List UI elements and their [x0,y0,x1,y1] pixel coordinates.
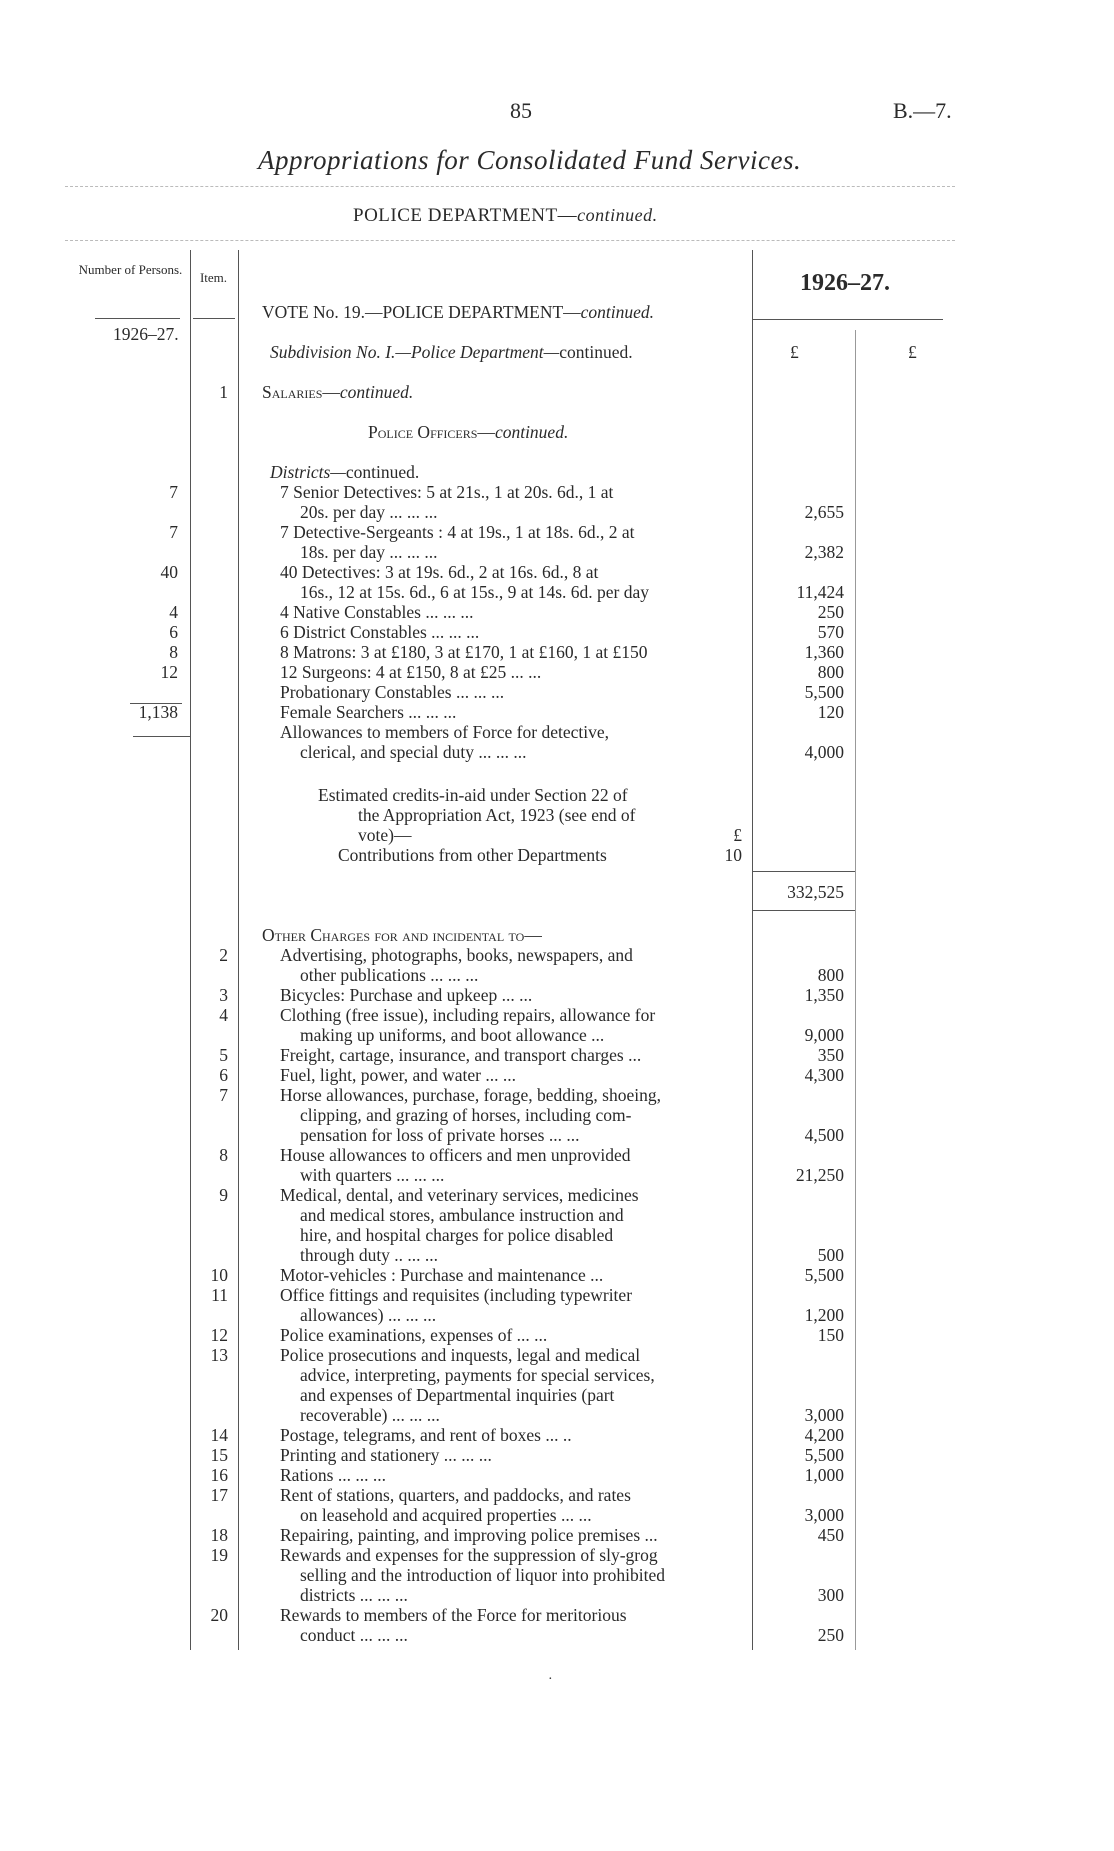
other-charge-row-line [0,1465,1114,1485]
other-charge-item-number: 4 [219,1005,228,1025]
pound-sign-column-2: £ [908,342,917,362]
other-charge-item-number: 14 [210,1425,228,1445]
other-charge-row-line [0,1405,1114,1425]
other-charge-item-number: 20 [210,1605,228,1625]
salary-row-line [0,522,1114,542]
salary-amount: 120 [817,702,844,722]
other-charge-description: Bicycles: Purchase and upkeep ... ... [280,985,533,1005]
other-charge-row-line [0,1105,1114,1125]
other-charge-item-number: 5 [219,1045,228,1065]
other-charge-item-number: 13 [210,1345,228,1365]
salary-amount: 1,360 [804,642,844,662]
salary-persons: 6 [169,622,178,642]
other-charge-description: Printing and stationery ... ... ... [280,1445,492,1465]
other-charge-amount: 9,000 [804,1025,844,1045]
other-charge-item-number: 10 [210,1265,228,1285]
salary-row-line [0,722,1114,742]
department-rule [65,240,955,241]
other-charge-description: Police prosecutions and inquests, legal and medical [280,1345,641,1365]
other-charge-description: through duty .. ... ... [300,1245,439,1265]
other-charge-description: clipping, and grazing of horses, including com- [300,1105,632,1125]
other-charge-description: conduct ... ... ... [300,1625,408,1645]
other-charge-description: Rent of stations, quarters, and paddocks, and rates [280,1485,631,1505]
other-charge-row-line [0,1365,1114,1385]
salary-description: clerical, and special duty ... ... ... [300,742,527,762]
other-charge-amount: 800 [817,965,844,985]
persons-subtotal-rule [130,703,182,704]
other-charge-row-line [0,1545,1114,1565]
other-charge-amount: 3,000 [804,1405,844,1425]
other-charge-row-line [0,1285,1114,1305]
salary-row-line [0,642,1114,662]
other-charge-row-line [0,985,1114,1005]
vote-title-text: VOTE No. 19.—POLICE DEPARTMENT— [262,302,581,322]
districts-heading [270,462,419,482]
other-charge-description: Advertising, photographs, books, newspapers, and [280,945,633,965]
police-officers-continued: continued. [494,422,569,442]
other-charge-row-line [0,1425,1114,1445]
other-charge-row-line [0,1625,1114,1645]
number-of-persons-header: Number of Persons. [78,262,183,277]
persons-year: 1926–27. [113,324,179,344]
other-charge-row-line [0,1325,1114,1345]
salary-description: 7 Senior Detectives: 5 at 21s., 1 at 20s. 6d., 1 at [280,482,614,502]
contributions-amount: 10 [724,845,742,865]
other-charge-row-line [0,1565,1114,1585]
page-number: 85 [510,98,532,123]
vote-title-continued: continued. [580,302,655,322]
year-header-rule [753,319,943,320]
other-charge-row-line [0,1485,1114,1505]
other-charge-row-line [0,1025,1114,1045]
other-charge-amount: 4,300 [804,1065,844,1085]
salary-row-line [0,502,1114,522]
salary-description: Female Searchers ... ... ... [280,702,457,722]
other-charge-description: districts ... ... ... [300,1585,408,1605]
salary-amount: 250 [817,602,844,622]
subdivision-text: Subdivision No. I.—Police Department— [270,342,560,362]
other-charge-row-line [0,1525,1114,1545]
other-charge-item-number: 15 [210,1445,228,1465]
page-heading: Appropriations for Consolidated Fund Services. [258,145,802,175]
salary-persons: 12 [160,662,178,682]
salary-row-line [0,662,1114,682]
other-charge-amount: 3,000 [804,1505,844,1525]
salary-row-line [0,602,1114,622]
salary-persons: 1,138 [138,702,178,722]
other-charge-row-line [0,1585,1114,1605]
salary-description: 16s., 12 at 15s. 6d., 6 at 15s., 9 at 14s. 6d. per day [300,582,649,602]
other-charge-description: advice, interpreting, payments for special services, [300,1365,655,1385]
other-charge-item-number: 11 [211,1285,228,1305]
salary-description: 6 District Constables ... ... ... [280,622,480,642]
other-charge-amount: 4,500 [804,1125,844,1145]
document-reference: B.—7. [893,98,952,123]
other-charge-amount: 4,200 [804,1425,844,1445]
other-charge-description: recoverable) ... ... ... [300,1405,440,1425]
other-charges-heading: Other Charges for and incidental to— [262,925,542,945]
other-charge-amount: 1,350 [804,985,844,1005]
salary-description: 18s. per day ... ... ... [300,542,438,562]
other-charge-description: Clothing (free issue), including repairs, allowance for [280,1005,656,1025]
salary-persons: 7 [169,482,178,502]
other-charge-row-line [0,1065,1114,1085]
salary-row-line [0,482,1114,502]
other-charge-row-line [0,1605,1114,1625]
salary-amount: 800 [817,662,844,682]
other-charge-description: House allowances to officers and men unprovided [280,1145,631,1165]
other-charge-item-number: 12 [210,1325,228,1345]
other-charge-description: Rewards and expenses for the suppression of sly-grog [280,1545,658,1565]
salary-row-line [0,582,1114,602]
other-charge-description: Fuel, light, power, and water ... ... [280,1065,516,1085]
police-officers-heading [368,422,568,442]
salaries-total-rule-bottom [752,910,855,911]
salary-description: 4 Native Constables ... ... ... [280,602,474,622]
other-charge-item-number: 9 [219,1185,228,1205]
salaries-total-rule-top [752,871,855,872]
salary-row-line [0,742,1114,762]
credits-line-1: Estimated credits-in-aid under Section 22 of [318,785,628,805]
other-charge-row-line [0,1005,1114,1025]
salary-description: 40 Detectives: 3 at 19s. 6d., 2 at 16s. 6d., 8 at [280,562,599,582]
other-charge-row-line [0,965,1114,985]
other-charge-row-line [0,1265,1114,1285]
credits-pound-sign: £ [733,825,742,845]
other-charge-item-number: 2 [219,945,228,965]
other-charge-amount: 250 [817,1625,844,1645]
other-charge-row-line [0,1045,1114,1065]
salary-description: 12 Surgeons: 4 at £150, 8 at £25 ... ... [280,662,542,682]
other-charge-description: Rewards to members of the Force for meritorious [280,1605,627,1625]
other-charge-amount: 5,500 [804,1445,844,1465]
salaries-label: Salaries— [262,382,340,402]
other-charge-amount: 300 [817,1585,844,1605]
salary-description: Allowances to members of Force for detective, [280,722,609,742]
salary-persons: 8 [169,642,178,662]
other-charge-item-number: 17 [210,1485,228,1505]
other-charge-row-line [0,945,1114,965]
other-charge-description: Office fittings and requisites (including typewriter [280,1285,633,1305]
department-title [353,205,658,227]
other-charge-amount: 350 [817,1045,844,1065]
other-charge-amount: 150 [817,1325,844,1345]
salaries-total: 332,525 [787,882,844,902]
salary-amount: 2,382 [804,542,844,562]
other-charge-row-line [0,1245,1114,1265]
salary-row-line [0,682,1114,702]
other-charge-row-line [0,1225,1114,1245]
other-charge-item-number: 6 [219,1065,228,1085]
salary-description: 8 Matrons: 3 at £180, 3 at £170, 1 at £160, 1 at £150 [280,642,648,662]
police-officers-label: Police Officers— [368,422,495,442]
other-charge-description: and medical stores, ambulance instruction and [300,1205,624,1225]
subdivision-continued: continued. [559,342,633,362]
other-charge-amount: 21,250 [795,1165,844,1185]
other-charge-row-line [0,1505,1114,1525]
other-charge-amount: 500 [817,1245,844,1265]
other-charge-amount: 1,200 [804,1305,844,1325]
salary-persons: 7 [169,522,178,542]
salary-description: 20s. per day ... ... ... [300,502,438,522]
other-charge-description: making up uniforms, and boot allowance ... [300,1025,605,1045]
other-charge-row-line [0,1385,1114,1405]
other-charge-amount: 1,000 [804,1465,844,1485]
credits-line-2: the Appropriation Act, 1923 (see end of [358,805,636,825]
salary-row-line [0,622,1114,642]
other-charge-row-line [0,1085,1114,1105]
page-end-mark: · [548,1672,553,1687]
other-charge-item-number: 16 [210,1465,228,1485]
other-charge-description: hire, and hospital charges for police disabled [300,1225,614,1245]
department-continued: continued. [577,205,658,225]
salary-persons: 4 [169,602,178,622]
salary-amount: 570 [817,622,844,642]
districts-label: Districts— [270,462,346,482]
salary-row-line [0,702,1114,722]
other-charge-description: pensation for loss of private horses ... ... [300,1125,580,1145]
other-charge-item-number: 8 [219,1145,228,1165]
contributions-label: Contributions from other Departments [338,845,607,865]
other-charge-description: Police examinations, expenses of ... ... [280,1325,548,1345]
other-charge-description: allowances) ... ... ... [300,1305,437,1325]
other-charge-item-number: 18 [210,1525,228,1545]
department-name: POLICE DEPARTMENT— [353,205,578,226]
districts-continued: continued. [345,462,420,482]
other-charge-amount: 450 [817,1525,844,1545]
salary-persons: 40 [160,562,178,582]
salary-amount: 2,655 [804,502,844,522]
other-charge-description: and expenses of Departmental inquiries (part [300,1385,615,1405]
other-charge-description: Medical, dental, and veterinary services, medicines [280,1185,639,1205]
other-charge-row-line [0,1305,1114,1325]
other-charge-description: with quarters ... ... ... [300,1165,445,1185]
other-charge-row-line [0,1125,1114,1145]
other-charge-description: Postage, telegrams, and rent of boxes ... .. [280,1425,572,1445]
other-charge-description: Rations ... ... ... [280,1465,386,1485]
other-charge-description: Motor-vehicles : Purchase and maintenance ... [280,1265,604,1285]
other-charge-row-line [0,1205,1114,1225]
subdivision-title [270,342,633,362]
item-header-rule [193,318,235,319]
salaries-heading [262,382,413,402]
other-charge-row-line [0,1445,1114,1465]
header-rule [65,186,955,187]
item-header: Item. [199,270,228,285]
other-charge-row-line [0,1185,1114,1205]
salaries-continued: continued. [339,382,414,402]
salary-description: Probationary Constables ... ... ... [280,682,505,702]
pound-sign-column-1: £ [790,342,799,362]
year-header: 1926–27. [800,270,890,296]
other-charge-description: Repairing, painting, and improving police premises ... [280,1525,658,1545]
salary-row-line [0,542,1114,562]
other-charge-row-line [0,1345,1114,1365]
other-charge-row-line [0,1165,1114,1185]
vote-title [262,302,654,322]
salaries-item-number: 1 [219,382,228,402]
other-charge-row-line [0,1145,1114,1165]
other-charge-item-number: 19 [210,1545,228,1565]
persons-header-rule [95,318,180,319]
salary-amount: 11,424 [796,582,844,602]
other-charge-description: Horse allowances, purchase, forage, bedding, shoeing, [280,1085,661,1105]
salary-amount: 5,500 [804,682,844,702]
other-charge-description: Freight, cartage, insurance, and transport charges ... [280,1045,642,1065]
other-charge-description: other publications ... ... ... [300,965,479,985]
other-charge-description: on leasehold and acquired properties ... ... [300,1505,592,1525]
other-charge-description: selling and the introduction of liquor into prohibited [300,1565,666,1585]
persons-total-rule [133,736,191,737]
salary-row-line [0,562,1114,582]
salary-description: 7 Detective-Sergeants : 4 at 19s., 1 at 18s. 6d., 2 at [280,522,635,542]
salary-amount: 4,000 [804,742,844,762]
credits-line-3: vote)— [358,825,412,845]
other-charge-amount: 5,500 [804,1265,844,1285]
other-charge-item-number: 7 [219,1085,228,1105]
other-charge-item-number: 3 [219,985,228,1005]
